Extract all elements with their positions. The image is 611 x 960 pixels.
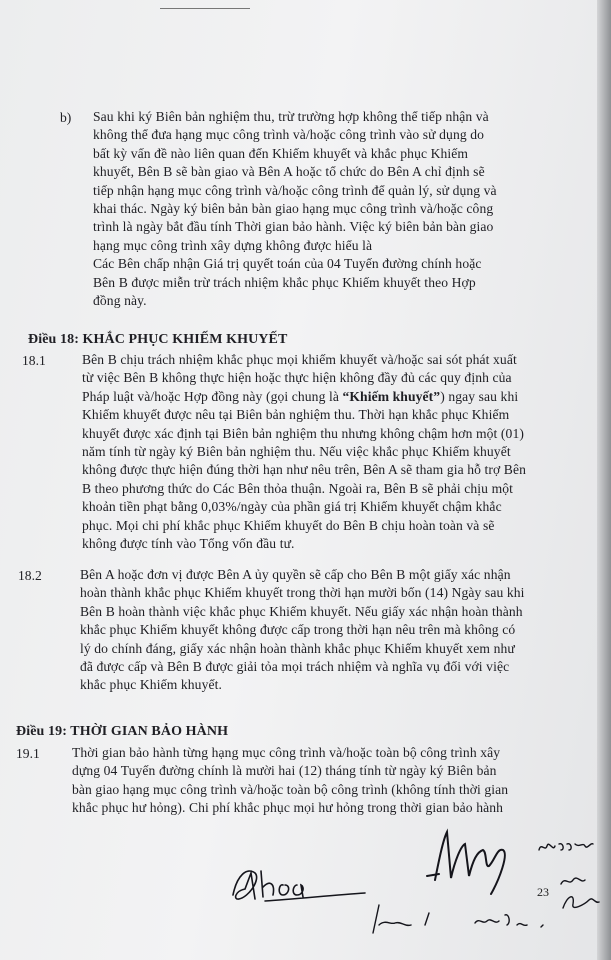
page-edge-shadow (597, 0, 611, 960)
text-line-start: Pháp luật và/hoặc Hợp đồng này (gọi chung là (82, 388, 343, 404)
text-line: phục. Mọi chi phí khắc phục Khiếm khuyết do Bên B chịu hoàn toàn và sẽ (82, 517, 495, 533)
text-line: B theo phương thức do Các Bên thỏa thuận. Ngoài ra, Bên B sẽ phải chịu một (82, 480, 514, 496)
top-rule (160, 8, 250, 9)
initials-top-right (535, 832, 595, 862)
text-line: khắc phục Khiếm khuyết không được cấp trong thời hạn nêu trên mà không có (80, 622, 516, 638)
text-line: lý do chính đáng, giấy xác nhận hoàn thành khắc phục Khiếm khuyết xem như (80, 640, 515, 656)
article-18-heading: Điều 18: KHẮC PHỤC KHIẾM KHUYẾT (28, 332, 288, 347)
clause-18-2-paragraph (80, 566, 525, 695)
text-line: hạng mục công trình xây dựng không được hiểu là (93, 237, 373, 253)
text-line: khuyết, Bên B sẽ bàn giao và Bên A hoặc tổ chức do Bên A chỉ định sẽ (93, 164, 485, 180)
text-line: không thể đưa hạng mục công trình và/hoặc công trình vào sử dụng do (93, 127, 485, 143)
clause-18-2-number: 18.2 (18, 568, 42, 583)
text-line: khuyết được xác định tại Biên bản nghiệm thu nhưng không chậm hơn một (01) (82, 425, 524, 441)
text-line: từ việc Bên B không thực hiện hoặc thực hiện không đầy đủ các quy định của (82, 370, 512, 386)
clause-19-1-number: 19.1 (16, 746, 40, 761)
text-line: tiếp nhận hạng mục công trình và/hoặc công trình để quản lý, sử dụng và (93, 182, 497, 198)
section-b-paragraph (93, 108, 497, 310)
text-line: bất kỳ vấn đề nào liên quan đến Khiếm khuyết và khắc phục Khiếm (93, 145, 469, 161)
text-line: khai thác. Ngày ký biên bản bàn giao hạng mục công trình và/hoặc công (93, 201, 494, 217)
text-line: khắc phục hư hỏng). Chi phí khắc phục mọi hư hỏng trong thời gian bảo hành (72, 800, 504, 816)
text-line: Sau khi ký Biên bản nghiệm thu, trừ trường hợp không thể tiếp nhận và (93, 109, 489, 124)
section-b-label: b) (60, 110, 72, 125)
text-line: khoản tiền phạt bằng 0,03%/ngày của phần giá trị Khiếm khuyết chậm khắc (82, 499, 502, 515)
text-line: không được thực hiện đúng thời hạn như nêu trên, Bên A sẽ tham gia hỗ trợ Bên (82, 462, 527, 478)
text-line: đồng này. (93, 293, 147, 309)
signature-initials-left (225, 855, 375, 915)
defined-term: “Khiếm khuyết” (342, 388, 441, 404)
signatures-bottom (365, 895, 565, 940)
text-line: Bên A hoặc đơn vị được Bên A ủy quyền sẽ cấp cho Bên B một giấy xác nhận (80, 567, 511, 582)
text-line: bàn giao hạng mục công trình và/hoặc toàn bộ công trình (không tính thời gian (72, 781, 509, 797)
text-line-end: ) ngay sau khi (440, 388, 519, 404)
clause-18-1-paragraph (82, 351, 526, 553)
text-line: trình là ngày bắt đầu tính Thời gian bảo hành. Việc ký biên bản bàn giao (93, 219, 494, 235)
clause-18-1-number: 18.1 (22, 353, 46, 368)
text-line: hoàn thành khắc phục Khiếm khuyết trong thời hạn mười bốn (14) Ngày sau khi (80, 585, 525, 601)
signature-main (425, 820, 520, 900)
text-line: năm tính từ ngày ký Biên bản nghiệm thu. Nếu việc khắc phục Khiếm khuyết (82, 444, 511, 460)
text-line: Bên B được miễn trừ trách nhiệm khắc phục Khiếm khuyết theo Hợp (93, 274, 476, 290)
text-line (82, 388, 526, 406)
text-line: dựng 04 Tuyến đường chính là mười hai (12) tháng tính từ ngày ký Biên bản (72, 763, 497, 779)
text-line: Bên B chịu trách nhiệm khắc phục mọi khiếm khuyết và/hoặc sai sót phát xuất (82, 352, 517, 367)
text-line: khắc phục Khiếm khuyết. (80, 677, 222, 693)
article-19-heading: Điều 19: THỜI GIAN BẢO HÀNH (16, 724, 229, 739)
text-line: đã được cấp và Bên B được giải tỏa mọi trách nhiệm và nghĩa vụ đối với việc (80, 659, 510, 675)
clause-19-1-paragraph (72, 744, 508, 818)
text-line: không được tính vào Tổng vốn đầu tư. (82, 536, 295, 552)
text-line: Bên B hoàn thành việc khắc phục Khiếm khuyết. Nếu giấy xác nhận hoàn thành (80, 603, 523, 619)
page-number: 23 (537, 885, 549, 899)
text-line: Các Bên chấp nhận Giá trị quyết toán của 04 Tuyến đường chính hoặc (93, 256, 482, 272)
text-line: Khiếm khuyết được nêu tại Biên bản nghiệm thu. Thời hạn khắc phục Khiếm (82, 407, 510, 423)
text-line: Thời gian bảo hành từng hạng mục công trình và/hoặc toàn bộ công trình xây (72, 745, 501, 760)
